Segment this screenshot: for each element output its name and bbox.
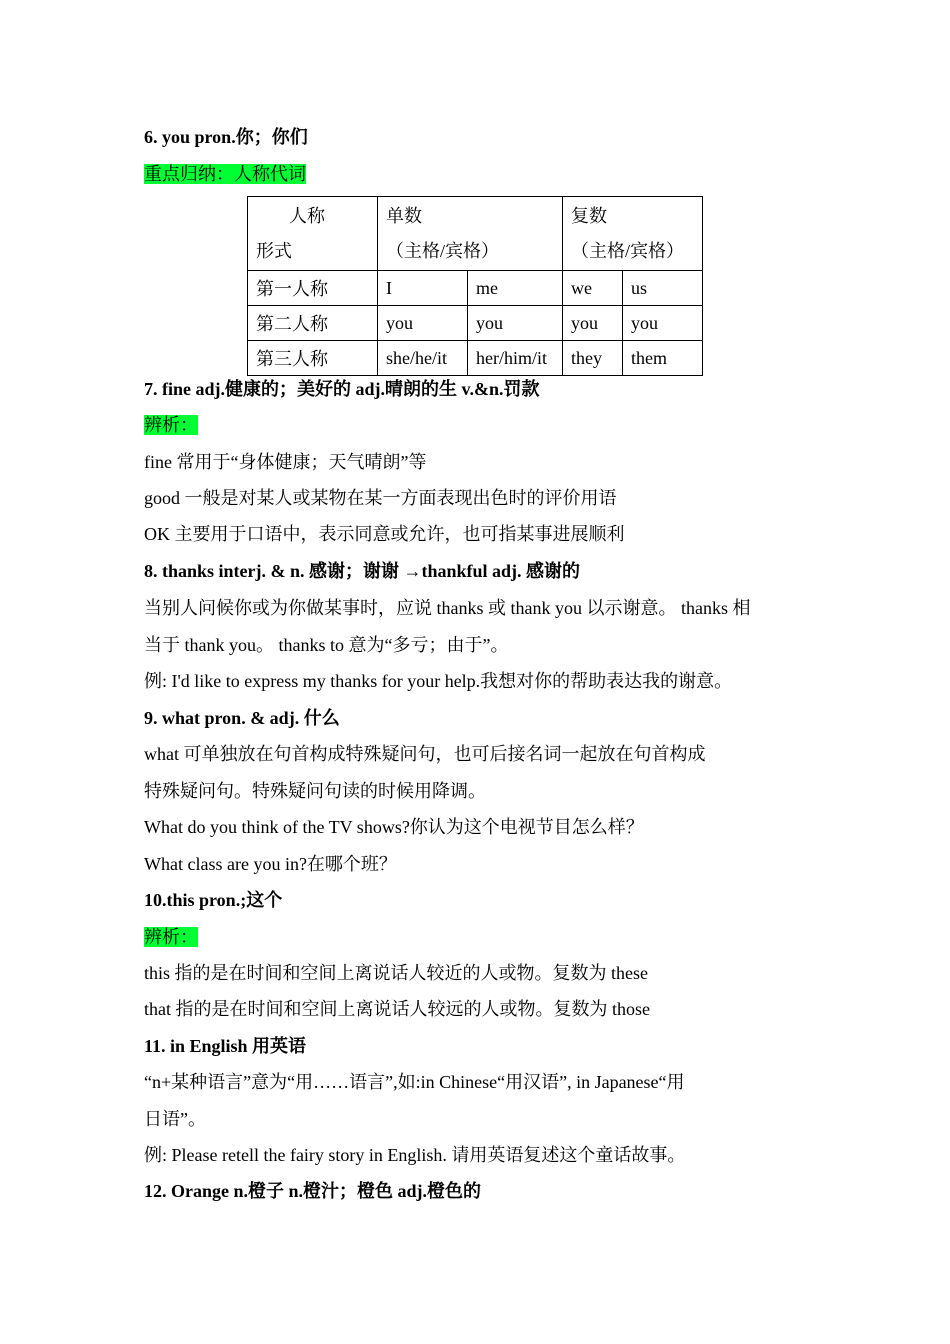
item9-example: What class are you in?在哪个班？ [144, 854, 397, 874]
header-singular-label: 单数 [386, 206, 422, 226]
table-cell-singular-object: her/him/it [468, 341, 563, 376]
item7-line: fine 常用于“身体健康；天气晴朗”等 [144, 452, 427, 472]
item11-line: 日语”。 [144, 1109, 206, 1129]
table-cell-person: 第二人称 [248, 306, 378, 341]
table-row [248, 306, 703, 341]
table-cell-plural-subject: you [563, 306, 623, 341]
right-arrow-icon: → [403, 561, 422, 581]
header-singular-case: （主格/宾格） [386, 241, 500, 261]
item7-heading: 7. fine adj.健康的；美好的 adj.晴朗的生 v.&n.罚款 [144, 379, 540, 399]
header-form-label: 形式 [256, 241, 292, 261]
item11-example: 例: Please retell the fairy story in English. 请用英语复述这个童话故事。 [144, 1145, 686, 1165]
table-row [248, 271, 703, 306]
table-cell-plural-object: them [623, 341, 703, 376]
table-cell-singular-subject: she/he/it [378, 341, 468, 376]
table-cell-person: 第一人称 [248, 271, 378, 306]
item10-heading: 10.this pron.;这个 [144, 890, 283, 910]
item8-title-derived: thankful adj. 感谢的 [421, 561, 581, 581]
table-cell-person: 第三人称 [248, 341, 378, 376]
item9-line: what 可单独放在句首构成特殊疑问句，也可后接名词一起放在句首构成 [144, 744, 706, 764]
header-cell-plural [563, 197, 703, 271]
item11-heading: 11. in English 用英语 [144, 1036, 307, 1056]
personal-pronoun-table [247, 196, 703, 376]
item9-heading: 9. what pron. & adj. 什么 [144, 708, 340, 728]
table-header-row [248, 197, 703, 271]
header-plural-case: （主格/宾格） [571, 241, 685, 261]
header-plural-label: 复数 [571, 206, 607, 226]
item6-heading: 6. you pron.你；你们 [144, 127, 308, 147]
table-cell-plural-subject: we [563, 271, 623, 306]
item8-title-main: 8. thanks interj. & n. 感谢；谢谢 [144, 561, 404, 581]
item7-line: good 一般是对某人或某物在某一方面表现出色时的评价用语 [144, 488, 617, 508]
item11-line: “n+某种语言”意为“用……语言”,如:in Chinese“用汉语”, in Japanese“用 [144, 1072, 685, 1092]
item9-line: 特殊疑问句。特殊疑问句读的时候用降调。 [144, 781, 486, 801]
header-cell-singular [378, 197, 563, 271]
item8-heading [144, 559, 580, 583]
header-person-label: 人称 [289, 206, 325, 226]
table-cell-singular-object: me [468, 271, 563, 306]
item8-example: 例: I'd like to express my thanks for your help.我想对你的帮助表达我的谢意。 [144, 671, 733, 691]
table-cell-singular-subject: you [378, 306, 468, 341]
table-cell-plural-object: you [623, 306, 703, 341]
item10-line: this 指的是在时间和空间上离说话人较近的人或物。复数为 these [144, 963, 648, 983]
item8-line: 当于 thank you。 thanks to 意为“多亏；由于”。 [144, 635, 509, 655]
table-cell-singular-object: you [468, 306, 563, 341]
item8-line: 当别人问候你或为你做某事时，应说 thanks 或 thank you 以示谢意。 thanks 相 [144, 598, 751, 618]
item7-line: OK 主要用于口语中，表示同意或允许，也可指某事进展顺利 [144, 524, 625, 544]
table-row [248, 341, 703, 376]
item10-highlight-note: 辨析： [144, 927, 198, 947]
item6-highlight-note: 重点归纳：人称代词 [144, 164, 306, 184]
item12-heading: 12. Orange n.橙子 n.橙汁；橙色 adj.橙色的 [144, 1181, 482, 1201]
table-cell-plural-object: us [623, 271, 703, 306]
header-cell-form [248, 197, 378, 271]
item10-line: that 指的是在时间和空间上离说话人较远的人或物。复数为 those [144, 999, 650, 1019]
table-cell-singular-subject: I [378, 271, 468, 306]
item9-example: What do you think of the TV shows?你认为这个电视节目怎么样？ [144, 817, 644, 837]
table-cell-plural-subject: they [563, 341, 623, 376]
item7-highlight-note: 辨析： [144, 415, 198, 435]
